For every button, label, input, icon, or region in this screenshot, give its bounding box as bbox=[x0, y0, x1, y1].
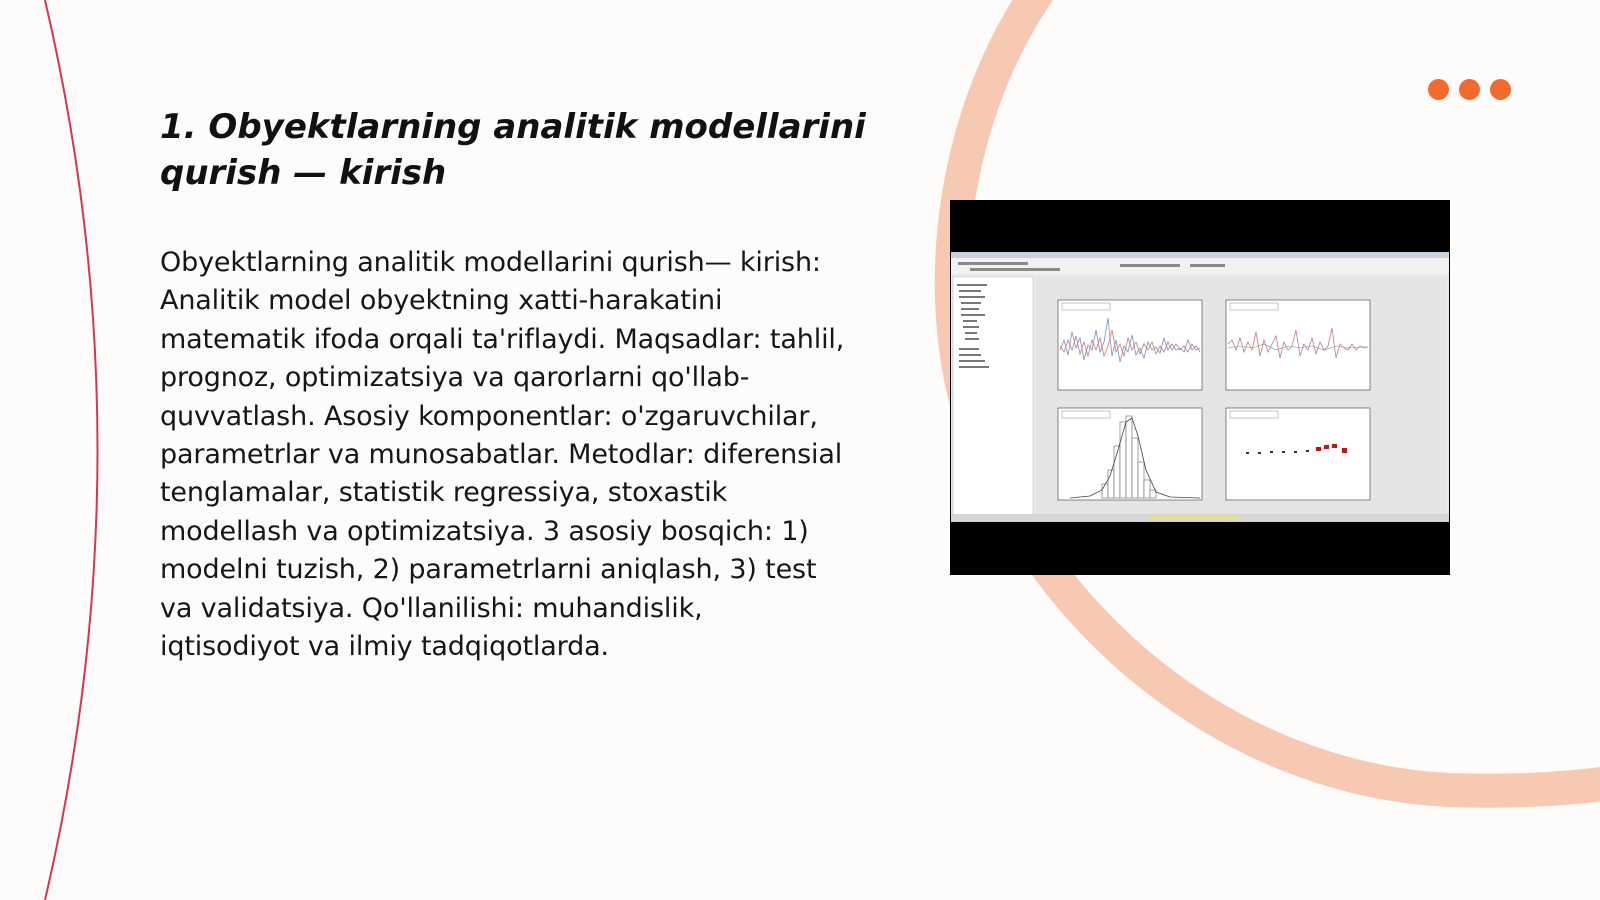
left-red-curve bbox=[45, 0, 98, 900]
slide-dots bbox=[1428, 79, 1511, 100]
dot-2 bbox=[1459, 79, 1480, 100]
slide-body-text: Obyektlarning analitik modellarini qurish— kirish: Analitik model obyektning xatti-harakatini matematik ifoda orqali ta'riflaydi. Maqsadlar: tahlil, prognoz, optimizatsiya va qarorlarni qo'llab-quvvatlash. Asosiy komponentlar: o'zgaruvchilar, parametrlar va munosabatlar. Metodlar: diferensial tenglamalar, statistik regressiya, stoxastik modellash va optimizatsiya. 3 asosiy bosqich: 1) modelni tuzish, 2) parametrlarni aniqlash, 3) test va validatsiya. Qo'llanilishi: muhandislik, iqtisodiyot va ilmiy tadqiqotlarda. bbox=[160, 247, 845, 663]
software-screenshot-image bbox=[950, 200, 1450, 575]
dot-1 bbox=[1428, 79, 1449, 100]
slide-title: 1. Obyektlarning analitik modellarini qurish — kirish bbox=[160, 107, 866, 193]
dot-3 bbox=[1490, 79, 1511, 100]
